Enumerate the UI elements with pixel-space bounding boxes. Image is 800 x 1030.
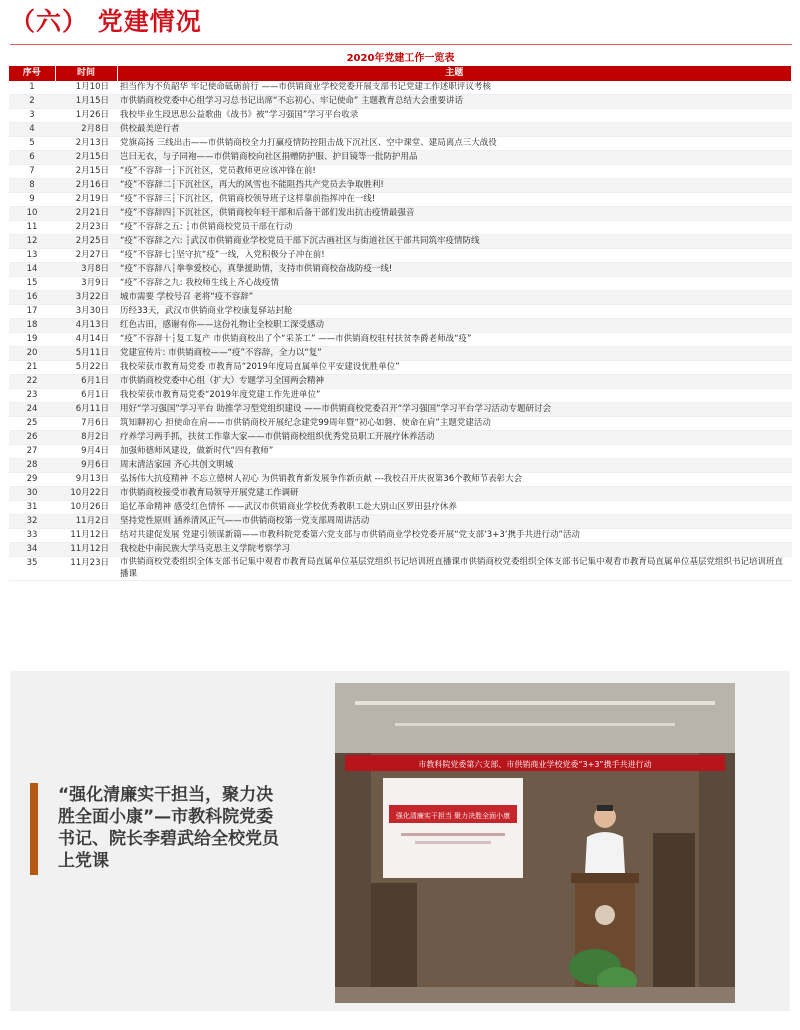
ceiling-light (395, 723, 675, 726)
row-number: 9 (9, 193, 55, 207)
row-topic: 结对共建促发展 党建引领谋新篇——市教科院党委第六党支部与市供销商业学校党委开展“党支部‘3+3’携手共进行动”活动 (117, 529, 792, 543)
ceiling (335, 683, 735, 753)
row-date: 2月15日 (55, 151, 117, 165)
row-topic: “疫”不容辞之五: ┆市供销商校党员干部在行动 (117, 221, 792, 235)
row-date: 7月6日 (55, 417, 117, 431)
table-row (9, 165, 792, 179)
table-row (9, 347, 792, 361)
table-row (9, 319, 792, 333)
row-number: 16 (9, 291, 55, 305)
row-number: 27 (9, 445, 55, 459)
work-table-container (9, 52, 792, 581)
projection-screen (383, 778, 523, 878)
row-topic: 市供销商校党委中心组（扩大）专题学习全国两会精神 (117, 375, 792, 389)
row-topic: “疫”不容辞十┆复工复产 市供销商校出了个“采茶工” ——市供销商校驻村扶贫李爵老师战“疫” (117, 333, 792, 347)
table-row (9, 501, 792, 515)
row-topic: “疫”不容辞七┆坚守抗“疫”一线，入党积极分子冲在前! (117, 249, 792, 263)
row-date: 10月22日 (55, 487, 117, 501)
row-number: 21 (9, 361, 55, 375)
table-row (9, 81, 792, 95)
row-date: 9月13日 (55, 473, 117, 487)
table-row (9, 151, 792, 165)
row-date: 1月15日 (55, 95, 117, 109)
table-row (9, 207, 792, 221)
row-topic: “疫”不容辞八┆拳拳爱校心，真挚援助情，支持市供销商校奋战防疫一线! (117, 263, 792, 277)
row-date: 5月22日 (55, 361, 117, 375)
table-row (9, 543, 792, 557)
row-number: 5 (9, 137, 55, 151)
screen-subtext (401, 833, 505, 836)
row-date: 8月2日 (55, 431, 117, 445)
row-date: 6月11日 (55, 403, 117, 417)
row-number: 10 (9, 207, 55, 221)
table-row (9, 193, 792, 207)
table-row (9, 557, 792, 581)
row-topic: “疫”不容辞一┆下沉社区，党员教师更应该冲锋在前! (117, 165, 792, 179)
row-number: 34 (9, 543, 55, 557)
wall-panel-left (335, 753, 371, 1003)
lecture-photo (335, 683, 735, 1003)
row-topic: 我校荣获市教育局党委 市教育局“2019年度局直属单位平安建设优胜单位” (117, 361, 792, 375)
table-row (9, 95, 792, 109)
row-number: 8 (9, 179, 55, 193)
work-table (9, 66, 792, 581)
row-topic: 供校最美逆行者 (117, 123, 792, 137)
speaker-hair (597, 805, 613, 811)
row-topic: 市供销商校接受市教育局领导开展党建工作调研 (117, 487, 792, 501)
row-date: 2月16日 (55, 179, 117, 193)
table-body (9, 81, 792, 581)
table-row (9, 137, 792, 151)
row-number: 7 (9, 165, 55, 179)
row-number: 30 (9, 487, 55, 501)
lectern-top (571, 873, 639, 883)
feature-quote: “强化清廉实干担当，聚力决胜全面小康”—市教科院党委书记、院长李碧武给全校党员上党课 (58, 785, 279, 871)
table-row (9, 431, 792, 445)
row-topic: 红色古田，感谢有你——这份礼物让全校职工深受感动 (117, 319, 792, 333)
row-number: 20 (9, 347, 55, 361)
row-number: 28 (9, 459, 55, 473)
door-right (653, 833, 695, 1003)
row-number: 18 (9, 319, 55, 333)
door-left (371, 883, 417, 1003)
table-row (9, 179, 792, 193)
table-row (9, 445, 792, 459)
table-caption: 2020年党建工作一览表 (346, 53, 455, 64)
row-topic: 我校毕业生段思思公益歌曲《战书》被“学习强国”学习平台收录 (117, 109, 792, 123)
row-date: 4月14日 (55, 333, 117, 347)
row-topic: 周末清洁家园 齐心共创文明城 (117, 459, 792, 473)
row-topic: 追忆革命精神 感受红色情怀 ——武汉市供销商业学校优秀教职工赴大别山区罗田县疗休养 (117, 501, 792, 515)
row-date: 9月6日 (55, 459, 117, 473)
screen-subtext (415, 841, 491, 844)
lecture-photo-illustration (335, 683, 735, 1003)
row-date: 11月2日 (55, 515, 117, 529)
table-row (9, 459, 792, 473)
table-row (9, 235, 792, 249)
row-date: 1月26日 (55, 109, 117, 123)
table-row (9, 277, 792, 291)
table-row (9, 417, 792, 431)
row-date: 5月11日 (55, 347, 117, 361)
row-topic: 我校赴中南民族大学马克思主义学院考察学习 (117, 543, 792, 557)
table-row (9, 249, 792, 263)
table-row (9, 109, 792, 123)
row-date: 9月4日 (55, 445, 117, 459)
table-row (9, 487, 792, 501)
row-date: 2月15日 (55, 165, 117, 179)
row-number: 31 (9, 501, 55, 515)
row-topic: 筑知聊初心 担使命在肩——市供销商校开展纪念建党99周年暨“初心如磐、使命在肩”主题党建活动 (117, 417, 792, 431)
table-row (9, 473, 792, 487)
table-row (9, 361, 792, 375)
row-date: 1月10日 (55, 81, 117, 95)
row-topic: 市供销商校党委组织全体支部书记集中观看市教育局直属单位基层党组织书记培训班直播课市供销商校党委组织全体支部书记集中观看市教育局直属单位基层党组织书记培训班直播课 (117, 557, 792, 581)
row-topic: 担当作为不负韶华 牢记使命砥砺前行 ——市供销商业学校党委开展支部书记党建工作述职评议考核 (117, 81, 792, 95)
row-number: 1 (9, 81, 55, 95)
row-number: 24 (9, 403, 55, 417)
header-topic: 主题 (117, 66, 792, 81)
row-date: 3月30日 (55, 305, 117, 319)
row-number: 3 (9, 109, 55, 123)
table-row (9, 263, 792, 277)
row-date: 3月9日 (55, 277, 117, 291)
row-topic: 城市需要 学校号召 老将“疫不容辞” (117, 291, 792, 305)
table-row (9, 529, 792, 543)
row-number: 19 (9, 333, 55, 347)
row-topic: “疫”不容辞之九: 我校师生线上齐心战疫情 (117, 277, 792, 291)
row-topic: 党建宣传片: 市供销商校——“疫”不容辞，全力以“复” (117, 347, 792, 361)
table-row (9, 403, 792, 417)
row-topic: 坚持党性原则 涵养清风正气——市供销商校第一党支部周周讲活动 (117, 515, 792, 529)
table-row (9, 515, 792, 529)
row-topic: 党旗高扬 三线出击——市供销商校全力打赢疫情防控阻击战下沉社区、空中课堂、建局离点三大战役 (117, 137, 792, 151)
table-row (9, 305, 792, 319)
table-row (9, 375, 792, 389)
row-topic: 用好“学习强国”学习平台 助推学习型党组织建设 ——市供销商校党委召开“学习强国”学习平台学习活动专题研讨会 (117, 403, 792, 417)
row-date: 4月13日 (55, 319, 117, 333)
row-number: 11 (9, 221, 55, 235)
row-date: 2月8日 (55, 123, 117, 137)
row-number: 22 (9, 375, 55, 389)
row-number: 32 (9, 515, 55, 529)
row-date: 3月22日 (55, 291, 117, 305)
row-number: 2 (9, 95, 55, 109)
row-topic: 弘扬伟大抗疫精神 不忘立德树人初心 为供销教育新发展争作新贡献 ---我校召开庆祝第36个教师节表彰大会 (117, 473, 792, 487)
row-date: 11月12日 (55, 529, 117, 543)
table-row (9, 389, 792, 403)
row-topic: “疫”不容辞之六: ┆武汉市供销商业学校党员干部下沉古画社区与街道社区干部共同筑牢疫情防线 (117, 235, 792, 249)
table-header-row (9, 66, 792, 81)
row-topic: 岂曰无衣，与子同袍——市供销商校向社区捐赠防护服、护目镜等一批防护用品 (117, 151, 792, 165)
row-date: 6月1日 (55, 375, 117, 389)
row-date: 2月13日 (55, 137, 117, 151)
lectern-emblem (595, 905, 615, 925)
quote-accent-bar (30, 783, 38, 875)
row-date: 2月25日 (55, 235, 117, 249)
row-date: 2月21日 (55, 207, 117, 221)
row-number: 14 (9, 263, 55, 277)
floor (335, 987, 735, 1003)
banner-text: 市教科院党委第六支部、市供销商业学校党委“3+3”携手共进行动 (418, 760, 652, 769)
row-number: 26 (9, 431, 55, 445)
screen-headline: 强化清廉实干担当 聚力决胜全面小康 (395, 812, 511, 820)
row-number: 29 (9, 473, 55, 487)
row-number: 33 (9, 529, 55, 543)
row-date: 2月19日 (55, 193, 117, 207)
table-row (9, 221, 792, 235)
section-title: （六） 党建情况 (10, 7, 202, 36)
ceiling-light (355, 701, 715, 705)
row-topic: “疫”不容辞四┆下沉社区，供销商校年轻干部和后备干部们发出抗击疫情最强音 (117, 207, 792, 221)
row-date: 11月12日 (55, 543, 117, 557)
row-date: 2月27日 (55, 249, 117, 263)
row-topic: 我校荣获市教育局党委“2019年度党建工作先进单位” (117, 389, 792, 403)
row-number: 6 (9, 151, 55, 165)
table-row (9, 291, 792, 305)
wall-panel-right (699, 753, 735, 1003)
row-date: 11月23日 (55, 557, 117, 581)
row-topic: 加强师德师风建设，做新时代“四有教师” (117, 445, 792, 459)
row-number: 15 (9, 277, 55, 291)
row-number: 12 (9, 235, 55, 249)
row-topic: “疫”不容辞三┆下沉社区，供销商校领导班子这样靠前指挥冲在一线! (117, 193, 792, 207)
row-topic: 历经33天，武汉市供销商业学校康复驿站封舱 (117, 305, 792, 319)
row-topic: 疗养学习两手抓，扶贫工作靠大家——市供销商校组织优秀党员职工开展疗休养活动 (117, 431, 792, 445)
row-topic: 市供销商校党委中心组学习习总书记出席“不忘初心、牢记使命” 主题教育总结大会重要讲话 (117, 95, 792, 109)
row-number: 23 (9, 389, 55, 403)
header-date: 时间 (55, 66, 117, 81)
speaker-shirt (585, 832, 625, 873)
row-date: 10月26日 (55, 501, 117, 515)
row-date: 6月1日 (55, 389, 117, 403)
row-number: 35 (9, 557, 55, 581)
title-divider (10, 44, 792, 45)
row-number: 17 (9, 305, 55, 319)
header-no: 序号 (9, 66, 55, 81)
row-number: 4 (9, 123, 55, 137)
table-row (9, 123, 792, 137)
row-topic: “疫”不容辞二┆下沉社区，再大的风雪也不能阻挡共产党员去争取胜利! (117, 179, 792, 193)
row-date: 2月23日 (55, 221, 117, 235)
table-row (9, 333, 792, 347)
row-number: 13 (9, 249, 55, 263)
row-date: 3月8日 (55, 263, 117, 277)
row-number: 25 (9, 417, 55, 431)
